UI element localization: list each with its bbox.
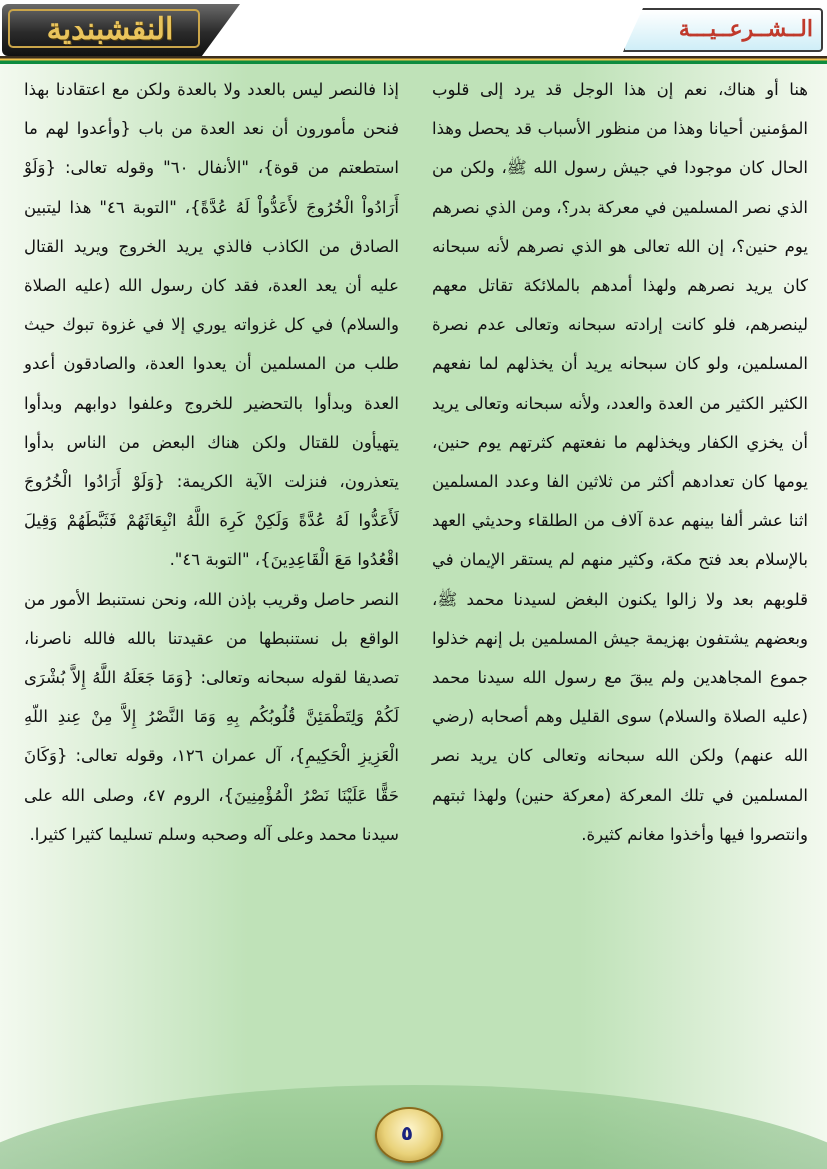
paragraph: النصر حاصل وقريب بإذن الله، ونحن نستنبط الأمور من الواقع بل نستنبطها من عقيدتنا بالله فالله ناصرنا، تصديقا لقوله سبحانه وتعالى: {وَمَا جَعَلَهُ اللَّهُ إِلاَّ بُشْرَى لَكُمْ وَلِتَطْمَئِنَّ قُلُوبُكُم بِهِ وَمَا النَّصْرُ إِلاَّ مِنْ عِندِ اللّهِ الْعَزِيزِ الْحَكِيمِ}، آل عمران ١٢٦، وقوله تعالى: {وَكَانَ حَقًّا عَلَيْنَا نَصْرُ الْمُؤْمِنِينَ}، الروم ٤٧، وصلى الله على سيدنا محمد وعلى آله وصحبه وسلم تسليما كثيرا كثيرا. (24, 589, 400, 844)
paragraph: إذا فالنصر ليس بالعدد ولا بالعدة ولكن مع اعتقادنا بهذا فنحن مأمورون أن نعد العدة من باب {وأعدوا لهم ما استطعتم من قوة}، "الأنفال ٦٠" وقوله تعالى: {وَلَوْ أَرَادُواْ الْخُرُوجَ لأَعَدُّواْ لَهُ عُدَّةً}، "التوبة ٤٦" هذا ليتبين الصادق من الكاذب فالذي يريد الخروج ويريد القتال عليه أن يعد العدة، فقد كان رسول الله (عليه الصلاة والسلام) في كل غزواته يوري إلا في غزوة تبوك حيث طلب من المسلمين أن يعدوا العدة، والصادقون أعدو العدة وبدأوا بالتحضير للخروج وعلفوا دوابهم وبدأوا يتهيأون للقتال ولكن هناك البعض من الناس بدأوا يتعذرون، فنزلت الآية الكريمة: {وَلَوْ أَرَادُوا الْخُرُوجَ لَأَعَدُّوا لَهُ عُدَّةً وَلَكِنْ كَرِهَ اللَّهُ انْبِعَاثَهُمْ فَثَبَّطَهُمْ وَقِيلَ اقْعُدُوا مَعَ الْقَاعِدِينَ}، "التوبة ٤٦". (24, 80, 400, 570)
header-divider-stripe (0, 56, 827, 64)
section-title: الــشــرعــيـــة (678, 16, 813, 42)
magazine-title: النقشبندية (46, 12, 174, 47)
text-column-right (432, 70, 808, 1110)
text-column-left (24, 70, 399, 1110)
page-number: ٥ (400, 1121, 414, 1145)
paragraph: هنا أو هناك، نعم إن هذا الوجل قد يرد إلى قلوب المؤمنين أحيانا وهذا من منظور الأسباب قد يحصل وهذا الحال كان موجودا في جيش رسول الله ﷺ، ولكن من الذي نصر المسلمين في معركة بدر؟، ومن الذي نصرهم يوم حنين؟، إن الله تعالى هو الذي نصرهم لأنه سبحانه كان يريد نصرهم ولهذا أمدهم بالملائكة تقاتل معهم لينصرهم، فلو كانت إرادته سبحانه وتعالى عدم نصرة المسلمين، ولو كان سبحانه يريد أن يخذلهم لما نفعهم الكثير الكثير من العدة والعدد، ولأنه سبحانه وتعالى يريد أن يخزي الكفار ويخذلهم ما نفعتهم كثرتهم يوم حنين، يومها كان تعدادهم أكثر من ثلاثين الفا وعدد المسلمين اثنا عشر ألفا بينهم عدة آلاف من الطلقاء وحديثي العهد بالإسلام بعد فتح مكة، وكثير منهم لم يستقر الإيمان في قلوبهم بعد ولا زالوا يكنون البغض لسيدنا محمد ﷺ، وبعضهم يشتفون بهزيمة جيش المسلمين بل إنهم خذلوا جموع المجاهدين ولم يبقَ مع رسول الله سيدنا محمد (عليه الصلاة والسلام) سوى القليل وهم أصحابه (رضي الله عنهم) ولكن الله سبحانه وتعالى كان يريد نصر المسلمين في تلك المعركة (معركة حنين) ولهذا ثبتهم وانتصروا فيها وأخذوا مغانم كثيرة. (432, 80, 808, 844)
